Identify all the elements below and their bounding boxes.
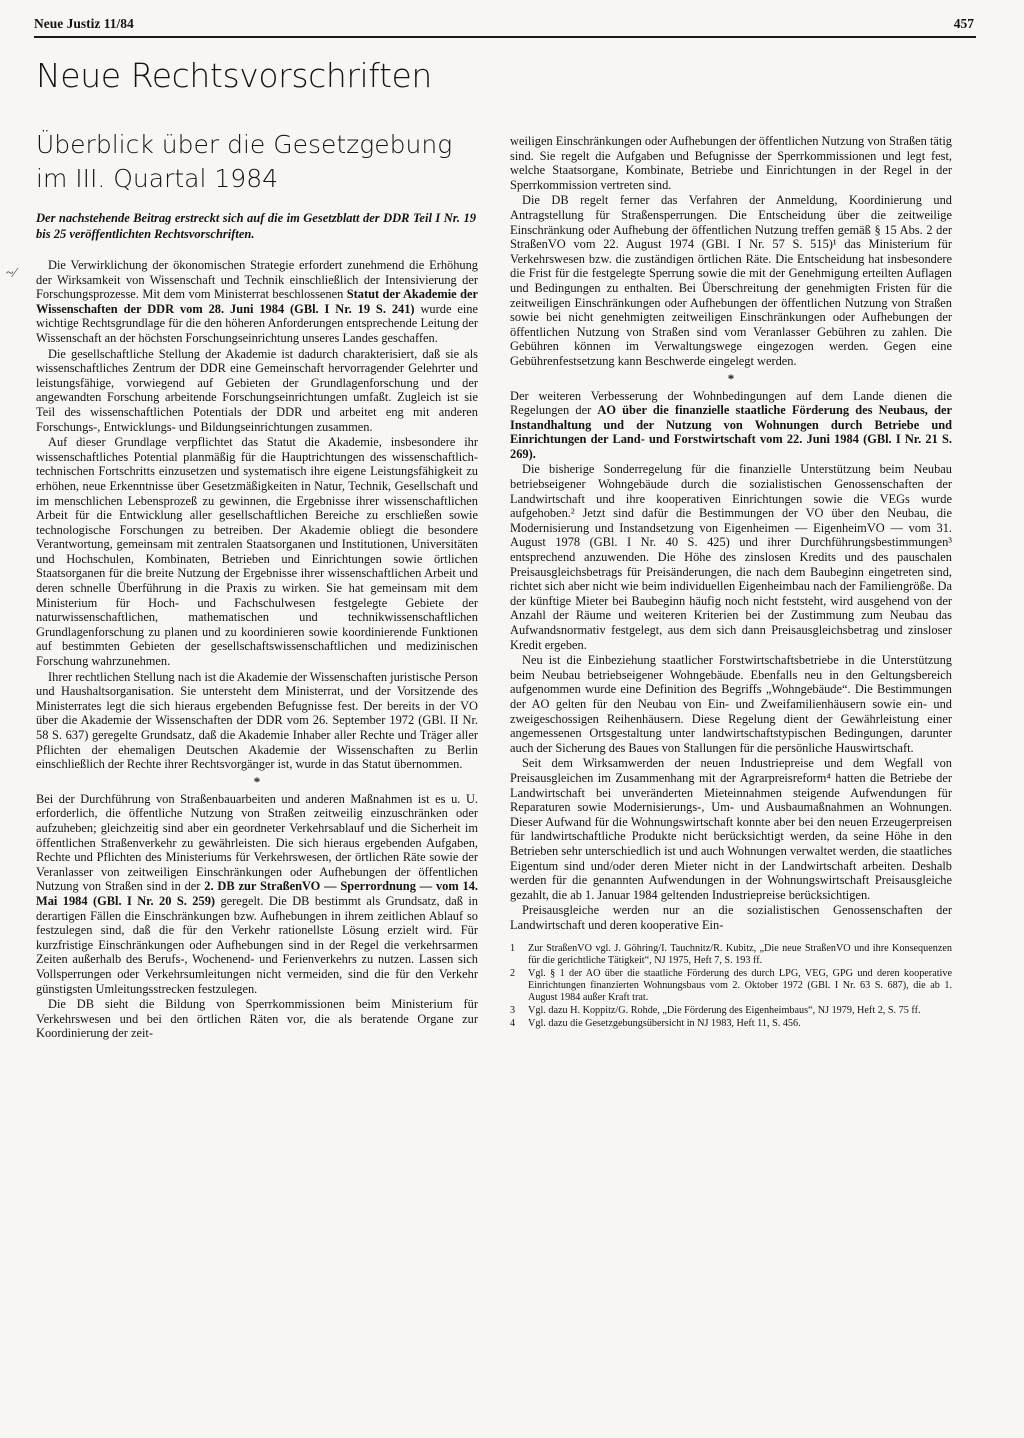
left-column [36, 258, 478, 1042]
footnote-text: Zur StraßenVO vgl. J. Göhring/I. Tauchnitz/R. Kubitz, „Die neue StraßenVO und ihre Konsequenzen für die gerichtliche Tätigkeit“, NJ 1975, Heft 7, S. 193 ff. [528, 943, 952, 967]
footnote-text: Vgl. dazu H. Koppitz/G. Rohde, „Die Förderung des Eigenheimbaus“, NJ 1979, Heft 2, S. 75 ff. [528, 1005, 921, 1017]
text-run: Bei der Durchführung von Straßenbauarbeiten und anderen Maßnahmen ist es u. U. erforderlich, die öffentliche Nutzung von Straßen zeitweilig einzuschränken oder aufzuheben; gleichzeitig sind aber ein geordneter Verkehrsablauf und die Sicherheit im öffentlichen Straßenverkehr zu gewährleisten. Die sich hieraus ergebenden Aufgaben, Rechte und Pflichten des Ministeriums für Verkehrswesen, der örtlichen Räte sowie der Veranlasser von zeitweiligen Einschränkungen oder Aufhebungen der öffentlichen Nutzung von Straßen sind in der [36, 791, 478, 894]
margin-pencil-mark: ~∕ [6, 266, 16, 281]
footnote [510, 1018, 952, 1030]
paragraph: Die bisherige Sonderregelung für die finanzielle Unterstützung beim Neubau betriebseigener Wohngebäude durch die sozialistischen Genossenschaften der Landwirtschaft und ihre kooperativen Einrichtungen sowie die VEGs wurde aufgehoben.² Jetzt sind dafür die Bestimmungen der VO über den Neubau, die Modernisierung und Instandsetzung von Eigenheimen — EigenheimVO — vom 31. August 1978 (GBl. I Nr. 40 S. 425) und ihrer Durchführungsbestimmungen³ entsprechend anzuwenden. Die Höhe des zinslosen Kredits und des pauschalen Preisausgleichsbetrags für Preisänderungen, die nach dem Baubeginn eingetreten sind, richtet sich aber nicht wie beim individuellen Eigenheimbau nach der Familiengröße. Da der künftige Mieter bei Baubeginn häufig noch nicht feststeht, wird ausgehend von der Anzahl der Räume und weiteren Kriterien bei der Zustimmung zum Neubau das Aufwandsnormativ festgelegt, aus dem sich dann Preisausgleichsbetrag und zinsloser Kredit ergeben. [510, 462, 952, 652]
text-run: wurde eine wichtige Rechtsgrundlage für die den höheren Anforderungen entsprechende Leitung der Wissenschaft an der höchsten Forschungseinrichtung unseres Landes geschaffen. [36, 301, 479, 345]
paragraph: Ihrer rechtlichen Stellung nach ist die Akademie der Wissenschaften juristische Person und Haushaltsorganisation. Sie untersteht dem Ministerrat, und der Vorsitzende des Ministerrates legt die sich hieraus ergebenden Befugnisse fest. Der bereits in der VO über die Akademie der Wissenschaften der DDR vom 26. September 1972 (GBl. II Nr. 58 S. 637) geregelte Grundsatz, daß die Akademie Inhaber aller Rechte und Träger aller Pflichten der ehemaligen Deutschen Akademie der Wissenschaften zu Berlin einschließlich der Rechte ihrer Rechtsvorgänger ist, wurde in das Statut übernommen. [36, 669, 478, 772]
text-run: Die Verwirklichung der ökonomischen Strategie erfordert zunehmend die Erhöhung der Wirksamkeit von Wissenschaft und Technik einschließlich der Intensivierung der Forschungsprozesse. Mit dem vom Ministerrat beschlossenen [36, 258, 478, 302]
footnote-number: 2 [510, 968, 516, 980]
footnotes [510, 943, 952, 1031]
paragraph: Neu ist die Einbeziehung staatlicher Forstwirtschaftsbetriebe in die Unterstützung beim Neubau betriebseigener Wohngebäude. Ebenfalls neu in den Geltungsbereich aufgenommen wurde eine Definition des Begriffs „Wohngebäude“. Die Bestimmungen der AO gelten für den Neubau von Ein- und Zweifamilienhäusern sowie ein- und zweigeschossigen Reihenhäusern. Diese Regelung dient der Gewährleistung einer angemessenen Ortsgestaltung unter landwirtschaftstypischen Bedingungen, darunter auch der Sicherung des Baues von Stallungen für die persönliche Hauswirtschaft. [510, 653, 952, 755]
header-rule [34, 36, 976, 38]
paragraph: Die DB regelt ferner das Verfahren der Anmeldung, Koordinierung und Antragstellung für Straßensperrungen. Die Entscheidung über die zeitweilige Einschränkung oder Aufhebung der öffentlichen Nutzung treffen gemäß § 15 Abs. 2 der StraßenVO vom 22. August 1974 (GBl. I Nr. 57 S. 515)¹ das Ministerium für Verkehrswesen bzw. die zuständigen örtlichen Räte. Die Entscheidung hat insbesondere die Frist für die festgelegte Sperrung sowie die mit der Genehmigung erteilten Auflagen und Bedingungen zu enthalten. Bei Überschreitung der genehmigten Fristen für die zeitweiligen Einschränkungen oder Aufhebungen der öffentlichen Nutzung von Straßen sowie bei nicht genehmigten zeitweiligen Einschränkungen oder Aufhebungen der öffentlichen Nutzung von Straßen sind vom Veranlasser Gebühren zu zahlen. Die Gebühren können im Verwaltungswege eingezogen werden. Gegen eine Gebührenfestsetzung kann Beschwerde eingelegt werden. [510, 193, 952, 368]
statute-reference: Statut der Akademie der Wissenschaften der DDR vom 28. Juni 1984 (GBl. I Nr. 19 S. 241) [36, 287, 478, 316]
section-separator: * [727, 370, 735, 386]
footnote-number: 3 [510, 1005, 516, 1017]
section-title: Neue Rechtsvorschriften [36, 56, 432, 95]
article-title-line-1: Überblick über die Gesetzgebung [36, 130, 453, 159]
text-run: Der weiteren Verbesserung der Wohnbedingungen auf dem Lande dienen die Regelungen der [510, 388, 952, 418]
footnote-number: 1 [510, 943, 516, 955]
paragraph [36, 792, 478, 996]
footnote-number: 4 [510, 1018, 516, 1030]
journal-issue: Neue Justiz 11/84 [34, 16, 134, 31]
paragraph: weiligen Einschränkungen oder Aufhebungen der öffentlichen Nutzung von Straßen tätig sind. Sie regelt die Aufgaben und Befugnisse der Sperrkommissionen und legt fest, welche Staatsorgane, Kombinate, Betriebe und Einrichtungen in der Regel in der Sperrkommission vertreten sind. [510, 134, 952, 192]
text-run: geregelt. Die DB bestimmt als Grundsatz, daß in derartigen Fällen die Einschränkungen bzw. Aufhebungen in ihrem zeitlichen Ablauf so festzulegen sind, daß die für den Verkehr rationellste Lösung erzielt wird. Für kurzfristige Einschränkungen oder Aufhebungen sind in der Regel die verkehrsarmen Zeiten außerhalb des Berufs-, Wochenend- und Ferienverkehrs zu nutzen. Lassen sich Vollsperrungen oder Verkehrsumleitungen nicht vermeiden, sind die für den Verkehr günstigsten Umleitungsstrecken festzulegen. [36, 893, 478, 996]
right-column [510, 134, 952, 933]
paragraph: Preisausgleiche werden nur an die sozialistischen Genossenschaften der Landwirtschaft und deren kooperative Ein- [510, 903, 952, 932]
statute-reference: AO über die finanzielle staatliche Förderung des Neubaus, der Instandhaltung und der Nutzung von Wohnungen durch Betriebe und Einrichtungen der Land- und Forstwirtschaft vom 22. Juni 1984 (GBl. I Nr. 21 S. 269). [510, 403, 952, 461]
footnote-text: Vgl. § 1 der AO über die staatliche Förderung des durch LPG, VEG, GPG und deren kooperative Einrichtungen finanzierten Wohnungsbaus vom 2. Oktober 1972 (GBl. I Nr. 63 S. 687), die ab 1. August 1984 außer Kraft trat. [528, 968, 952, 1004]
footnote [510, 943, 952, 967]
article-title-line-2: im III. Quartal 1984 [36, 164, 279, 193]
article-title [36, 128, 476, 196]
page-number: 457 [953, 16, 974, 31]
paragraph: Seit dem Wirksamwerden der neuen Industriepreise und dem Wegfall von Preisausgleichen im Zusammenhang mit der Agrarpreisreform⁴ hatten die Betriebe der Landwirtschaft bei unveränderten Mieteinnahmen steigende Aufwendungen für Reparaturen sowie Modernisierungs-, Um- und Ausbaumaßnahmen an Wohnungen. Dieser Aufwand für die Wohnungswirtschaft konnte aber bei den neuen Erzeugerpreisen für landwirtschaftliche Produkte nicht berücksichtigt werden, da seine Höhe in den Betrieben sehr unterschiedlich ist und auch Wohnungen verwaltet werden, die staatliches Eigentum sind und/oder deren Mieter nicht in der Landwirtschaft arbeiten. Deshalb werden für die genannten Aufwendungen in der Wohnungswirtschaft Preisausgleiche gezahlt, die ab 1. Januar 1984 geltenden Industriepreise berücksichtigen. [510, 756, 952, 902]
paragraph: Auf dieser Grundlage verpflichtet das Statut die Akademie, insbesondere ihr wissenschaftliches Potential planmäßig für die Hauptrichtungen des wissenschaftlich-technischen Fortschritts einzusetzen und systematisch ihre eigene Leistungsfähigkeit zu erhöhen, neue Erkenntnisse über Gesetzmäßigkeiten in Natur, Technik, Gesellschaft und im menschlichen Lebensprozeß zu gewinnen, die Ergebnisse ihrer wissenschaftlichen Arbeit für die Entwicklung aller gesellschaftlichen Bereiche zu erschließen sowie technologische Forschungen zu betreiben. Der Akademie obliegt die besondere Verantwortung, gemeinsam mit zentralen Staatsorganen und Institutionen, Universitäten und Hochschulen, Kombinaten, Betrieben und Einrichtungen sowie örtlichen Staatsorganen für die breite Nutzung der Ergebnisse ihrer wissenschaftlichen Arbeit und deren schnelle Überführung in die Praxis zu wirken. Sie hat gemeinsam mit dem Ministerium für Hoch- und Fachschulwesen festgelegte Gebiete der naturwissenschaftlichen, mathematischen und technikwissenschaftlichen Grundlagenforschung zu planen und zu koordinieren sowie koordinierende Funktionen auf bestimmten Gebieten der gesellschaftswissenschaftlichen und medizinischen Forschung wahrzunehmen. [36, 435, 478, 669]
section-separator: * [253, 773, 261, 789]
footnote [510, 1005, 952, 1017]
paragraph: Die gesellschaftliche Stellung der Akademie ist dadurch charakterisiert, daß sie als wissenschaftliches Zentrum der DDR eine Gemeinschaft hervorragender Gelehrter und leistungsfähige, vorwiegend auf Gebieten der Grundlagenforschung und der angewandten Forschung arbeitende Forschungseinrichtungen umfaßt. Zugleich ist sie Teil des wissenschaftlichen Potentials der DDR und arbeitet eng mit anderen Forschungs-, Entwicklungs- und Bildungseinrichtungen zusammen. [36, 346, 478, 434]
paragraph: Die DB sieht die Bildung von Sperrkommissionen beim Ministerium für Verkehrswesen und bei den örtlichen Räten vor, die als beratende Organe zur Koordinierung der zeit- [36, 997, 478, 1041]
paragraph [510, 389, 952, 462]
paragraph [36, 258, 478, 346]
running-head [34, 14, 974, 36]
footnote-text: Vgl. dazu die Gesetzgebungsübersicht in NJ 1983, Heft 11, S. 456. [528, 1018, 801, 1030]
article-lead: Der nachstehende Beitrag erstreckt sich auf die im Gesetzblatt der DDR Teil I Nr. 19 bis 25 veröffentlichten Rechtsvorschriften. [36, 211, 476, 241]
footnote [510, 968, 952, 1004]
statute-reference: 2. DB zur StraßenVO — Sperrordnung — vom 14. Mai 1984 (GBl. I Nr. 20 S. 259) [36, 879, 479, 908]
